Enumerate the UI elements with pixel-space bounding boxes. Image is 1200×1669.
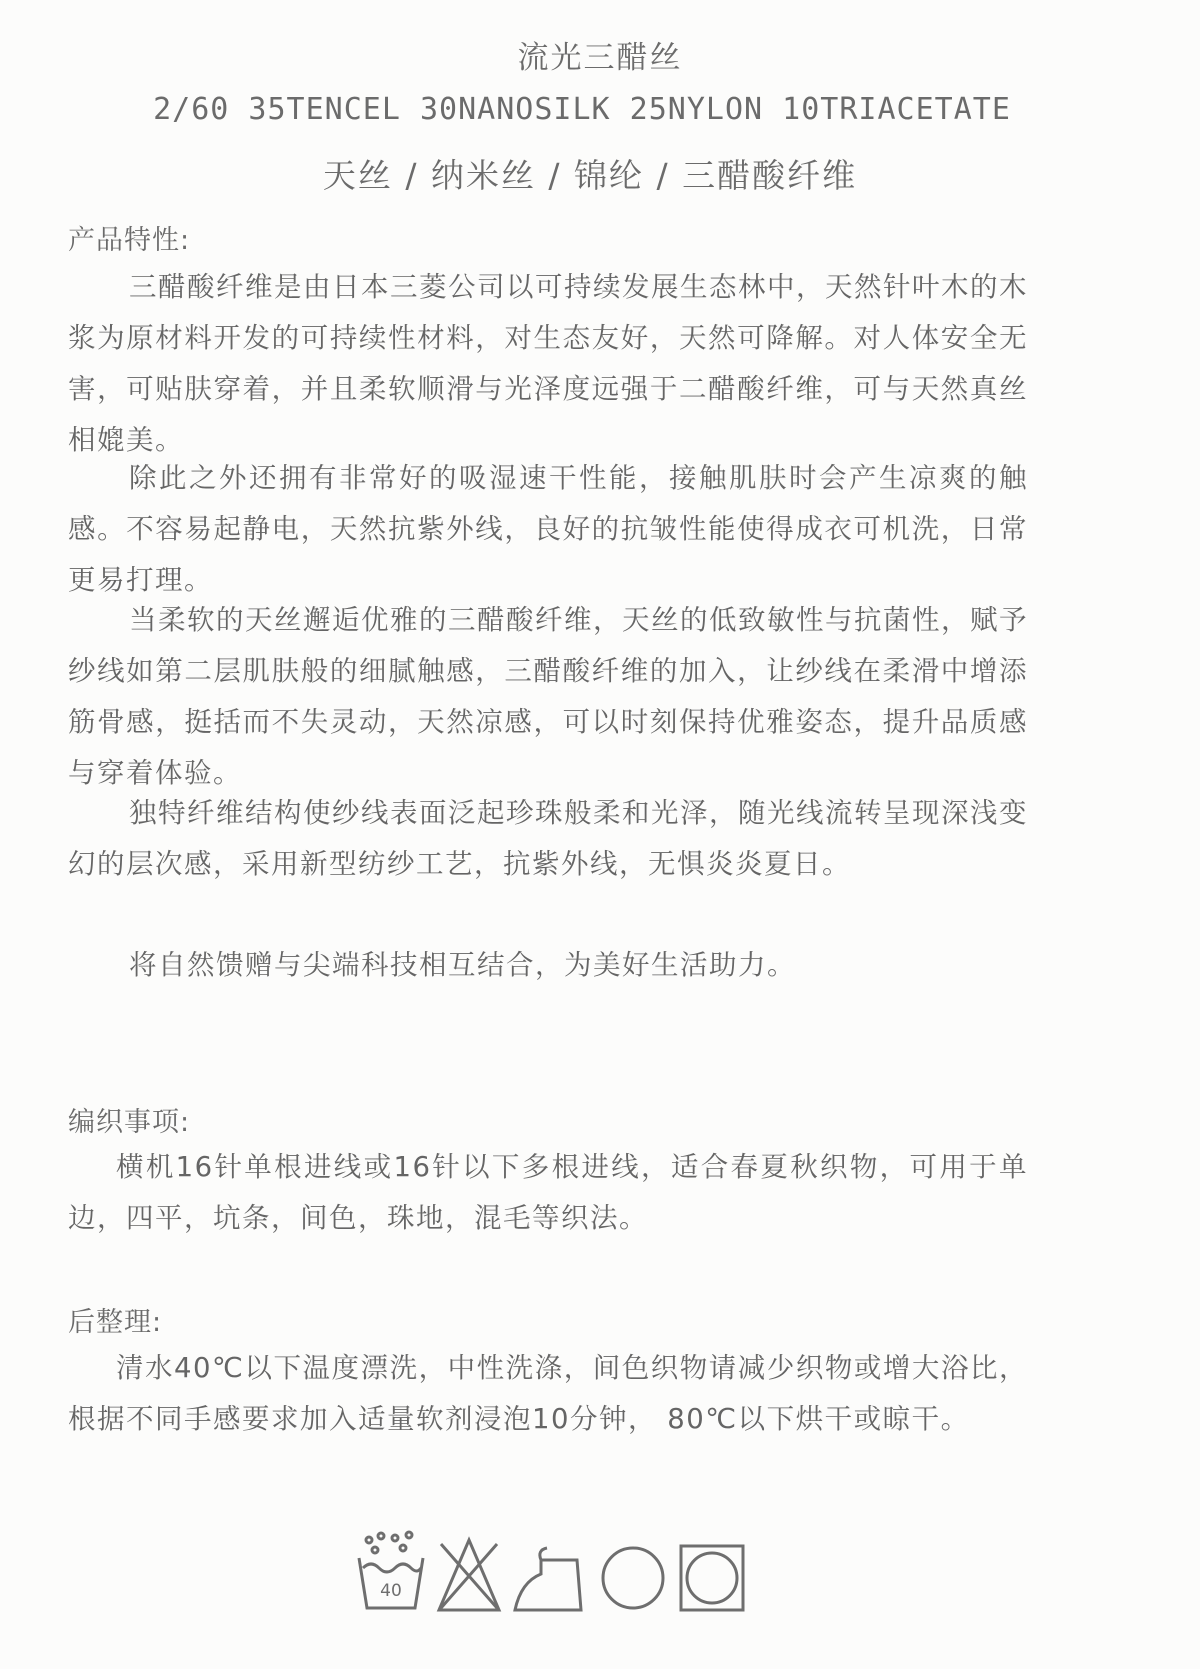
yarn-composition-spec: 2/60 35TENCEL 30NANOSILK 25NYLON 10TRIACETATE: [153, 92, 1011, 127]
care-symbols: [355, 1530, 750, 1618]
knitting-heading: 编织事项:: [68, 1107, 191, 1138]
do-not-bleach-icon: [433, 1530, 505, 1618]
features-paragraph-3: 当柔软的天丝邂逅优雅的三醋酸纤维，天丝的低致敏性与抗菌性，赋予纱线如第二层肌肤般的细腻触感，三醋酸纤维的加入，让纱线在柔滑中增添筋骨感，挺括而不失灵动，天然凉感，可以时刻保持优雅姿态，提升品质感与穿着体验。: [68, 604, 1028, 789]
fiber-list: 天丝 / 纳米丝 / 锦纶 / 三醋酸纤维: [322, 156, 858, 195]
features-paragraph-5: 将自然馈赠与尖端科技相互结合，为美好生活助力。: [129, 949, 796, 981]
knitting-paragraph: 横机16针单根进线或16针以下多根进线，适合春夏秋织物，可用于单边，四平，坑条，间色，珠地，混毛等织法。: [68, 1151, 1028, 1234]
wash-temp-label: 40: [380, 1581, 402, 1601]
features-paragraph-1: 三醋酸纤维是由日本三菱公司以可持续发展生态林中，天然针叶木的木浆为原材料开发的可持续性材料，对生态友好，天然可降解。对人体安全无害，可贴肤穿着，并且柔软顺滑与光泽度远强于二醋酸纤维，可与天然真丝相媲美。: [68, 271, 1028, 456]
dry-clean-icon: [597, 1530, 669, 1618]
features-paragraph-2: 除此之外还拥有非常好的吸湿速干性能，接触肌肤时会产生凉爽的触感。不容易起静电，天然抗紫外线，良好的抗皱性能使得成衣可机洗，日常更易打理。: [68, 462, 1028, 596]
wash-40-icon: [355, 1530, 427, 1618]
features-paragraph-4: 独特纤维结构使纱线表面泛起珍珠般柔和光泽，随光线流转呈现深浅变幻的层次感，采用新型纺纱工艺，抗紫外线，无惧炎炎夏日。: [68, 797, 1028, 880]
finishing-paragraph: 清水40℃以下温度漂洗，中性洗涤，间色织物请减少织物或增大浴比，根据不同手感要求加入适量软剂浸泡10分钟， 80℃以下烘干或晾干。: [68, 1352, 1028, 1435]
tumble-dry-icon: [675, 1530, 750, 1618]
finishing-heading: 后整理:: [68, 1307, 163, 1338]
features-heading: 产品特性:: [68, 225, 191, 256]
document-title: 流光三醋丝: [517, 40, 683, 76]
iron-icon: [511, 1530, 591, 1618]
